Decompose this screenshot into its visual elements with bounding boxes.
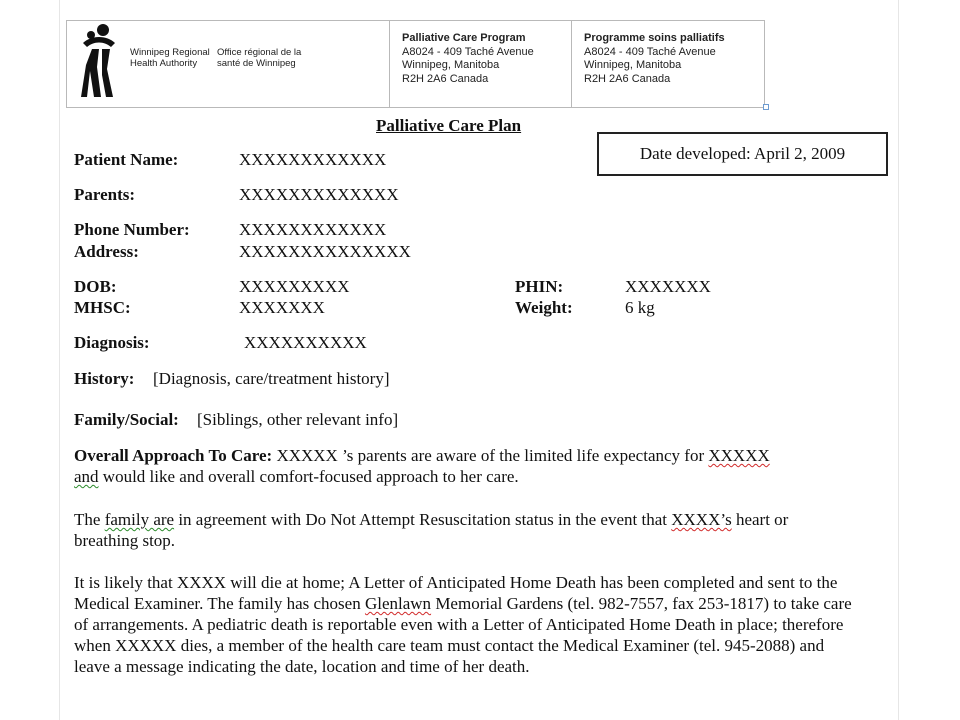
- mhsc-label: MHSC:: [74, 298, 131, 317]
- program-address-fr: [572, 21, 763, 107]
- program-address-en: [390, 21, 572, 107]
- letterhead-table: [66, 20, 765, 108]
- address-line: Winnipeg, Manitoba: [584, 59, 682, 71]
- spellcheck-word: Glenlawn: [364, 594, 432, 613]
- family-social-label: Family/Social:: [74, 410, 179, 429]
- weight-value: 6 kg: [625, 298, 655, 317]
- address-label: Address:: [74, 242, 139, 261]
- parents-value: XXXXXXXXXXXXX: [239, 185, 399, 204]
- address-line: R2H 2A6 Canada: [402, 72, 489, 85]
- org-name-en: Winnipeg Regional Health Authority: [130, 47, 210, 69]
- org-name-fr: Office régional de la santé de Winnipeg: [217, 47, 302, 69]
- address-line: A8024 - 409 Taché Avenue: [402, 45, 534, 58]
- history-label: History:: [74, 369, 135, 388]
- dob-value: XXXXXXXXX: [239, 277, 350, 296]
- diagnosis-label: Diagnosis:: [74, 333, 150, 352]
- dob-label: DOB:: [74, 277, 117, 296]
- address-value: XXXXXXXXXXXXXX: [239, 242, 411, 261]
- mhsc-value: XXXXXXX: [239, 298, 325, 317]
- phin-value: XXXXXXX: [625, 277, 711, 296]
- dnar-paragraph: The family are in agreement with Do Not Attempt Resuscitation status in the event that XXXX’s heart or breathing stop.: [74, 510, 789, 550]
- history-value: [Diagnosis, care/treatment history]: [153, 369, 390, 388]
- address-line: A8024 - 409 Taché Avenue: [584, 45, 716, 58]
- letterhead-logo-cell: [67, 21, 390, 107]
- patient-name-label: Patient Name:: [74, 150, 179, 169]
- overall-approach-paragraph: Overall Approach To Care: XXXXX ’s parents are aware of the limited life expectancy for XXXXX and would like and overall comfort-focused approach to her care.: [74, 446, 770, 486]
- spellcheck-word: XXXX’s: [671, 510, 732, 529]
- address-line: Winnipeg, Manitoba: [402, 59, 500, 71]
- patient-name-value: XXXXXXXXXXXX: [239, 150, 387, 169]
- address-line: R2H 2A6 Canada: [584, 72, 671, 85]
- parents-label: Parents:: [74, 185, 136, 204]
- family-social-value: [Siblings, other relevant info]: [197, 410, 399, 429]
- diagnosis-value: XXXXXXXXXX: [244, 333, 367, 352]
- date-developed-box: Date developed: April 2, 2009: [597, 132, 888, 176]
- grammar-flag: family are: [104, 510, 175, 529]
- program-name-en: Palliative Care Program: [402, 32, 526, 44]
- phone-label: Phone Number:: [74, 220, 190, 239]
- spellcheck-word: XXXXX: [708, 446, 770, 465]
- home-death-paragraph: It is likely that XXXX will die at home; A Letter of Anticipated Home Death has been completed and sent to the Medical Examiner. The family has chosen Glenlawn Memorial Gardens (tel. 982-7557, fax 253-1817) to take care of arrangements. A pediatric death is reportable even with a Letter of Anticipated Home Death in place; therefore when XXXXX dies, a member of the health care team must contact the Medical Examiner (tel. 945-2088) and leave a message indicating the date, location and time of her death.: [74, 573, 852, 676]
- phone-value: XXXXXXXXXXXX: [239, 220, 387, 239]
- weight-label: Weight:: [515, 298, 573, 317]
- table-resize-handle[interactable]: [763, 104, 769, 110]
- wrha-logo-icon: [77, 21, 119, 101]
- document-title: Palliative Care Plan: [376, 116, 522, 135]
- grammar-flag: and: [74, 467, 99, 486]
- phin-label: PHIN:: [515, 277, 564, 296]
- program-name-fr: Programme soins palliatifs: [584, 32, 725, 44]
- overall-approach-label: Overall Approach To Care:: [74, 446, 273, 465]
